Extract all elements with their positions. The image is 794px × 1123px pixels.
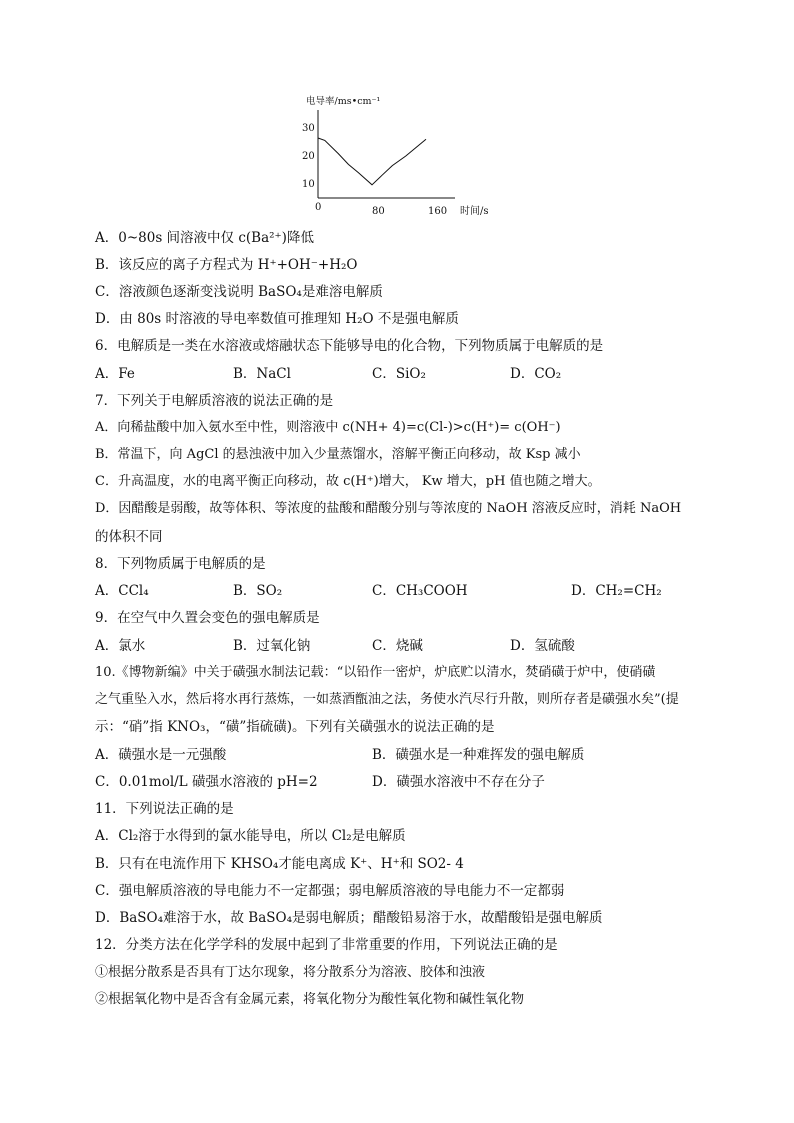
q7-option-a: A．向稀盐酸中加入氨水至中性，则溶液中 c(NH+ 4)=c(Cl-)>c(H⁺)= c(OH⁻): [95, 420, 561, 435]
conductivity-series-line: [318, 138, 426, 185]
q9-option-a: A．氯水: [95, 638, 146, 654]
q12-statement-1: ①根据分散系是否具有丁达尔现象，将分散系分为溶液、胶体和浊液: [95, 965, 486, 980]
question-11: 11．下列说法正确的是: [95, 801, 234, 817]
question-10-line1: 10.《博物新编》中关于磺强水制法记载：“以铅作一密炉，炉底贮以清水，焚硝磺于炉中，使硝磺: [95, 665, 656, 680]
question-8: 8．下列物质属于电解质的是: [95, 556, 266, 572]
q6-option-d: D．CO₂: [510, 366, 562, 382]
q10-option-d: D．磺强水溶液中不存在分子: [372, 774, 545, 790]
q7-option-c: C．升高温度，水的电离平衡正向移动，故 c(H⁺)增大， Kw 增大，pH 值也随之增大。: [95, 474, 601, 489]
chart-ylabel: 电导率/ms•cm⁻¹: [306, 96, 381, 107]
option-c: C．溶液颜色逐渐变浅说明 BaSO₄是难溶电解质: [95, 284, 383, 300]
question-10-line3: 示：“硝”指 KNO₃，“磺”指硫磺)。下列有关磺强水的说法正确的是: [95, 719, 495, 735]
q8-option-c: C．CH₃COOH: [372, 583, 468, 599]
x-tick-label: 160: [428, 206, 448, 217]
question-6: 6．电解质是一类在水溶液或熔融状态下能够导电的化合物，下列物质属于电解质的是: [95, 338, 604, 354]
q12-statement-2: ②根据氧化物中是否含有金属元素，将氧化物分为酸性氧化物和碱性氧化物: [95, 992, 525, 1007]
option-b: B．该反应的离子方程式为 H⁺+OH⁻+H₂O: [95, 257, 358, 273]
q8-option-d: D．CH₂=CH₂: [571, 583, 662, 599]
q11-option-b: B．只有在电流作用下 KHSO₄才能电离成 K⁺、H⁺和 SO2- 4: [95, 856, 464, 872]
option-d: D．由 80s 时溶液的导电率数值可推理知 H₂O 不是强电解质: [95, 311, 459, 327]
q10-option-a: A．磺强水是一元强酸: [95, 747, 227, 763]
q8-option-a: A．CCl₄: [95, 583, 149, 599]
y-tick-label: 20: [302, 151, 315, 162]
q7-option-d-continued: 的体积不同: [95, 529, 163, 545]
origin-label: 0: [315, 202, 322, 213]
q10-option-c: C．0.01mol/L 磺强水溶液的 pH=2: [95, 774, 318, 790]
question-9: 9．在空气中久置会变色的强电解质是: [95, 610, 320, 626]
y-tick-label: 30: [302, 123, 315, 134]
x-tick-label: 80: [372, 206, 385, 217]
q9-option-c: C．烧碱: [372, 638, 423, 654]
q7-option-d: D．因醋酸是弱酸，故等体积、等浓度的盐酸和醋酸分别与等浓度的 NaOH 溶液反应时，消耗 NaOH: [95, 501, 682, 516]
q11-option-c: C．强电解质溶液的导电能力不一定都强；弱电解质溶液的导电能力不一定都弱: [95, 883, 565, 899]
q9-option-d: D．氢硫酸: [510, 638, 575, 654]
option-a: A．0~80s 间溶液中仅 c(Ba²⁺)降低: [95, 230, 314, 246]
q11-option-a: A．Cl₂溶于水得到的氯水能导电，所以 Cl₂是电解质: [95, 828, 406, 844]
q9-option-b: B．过氧化钠: [233, 638, 311, 654]
q6-option-b: B．NaCl: [233, 366, 291, 382]
question-7: 7．下列关于电解质溶液的说法正确的是: [95, 393, 334, 409]
q6-option-a: A．Fe: [95, 366, 135, 382]
q11-option-d: D．BaSO₄难溶于水，故 BaSO₄是弱电解质；醋酸铅易溶于水，故醋酸铅是强电解质: [95, 910, 603, 926]
q7-option-b: B．常温下，向 AgCl 的悬浊液中加入少量蒸馏水，溶解平衡正向移动，故 Ksp 减小: [95, 447, 581, 462]
conductivity-chart: [290, 92, 510, 220]
q10-option-b: B．磺强水是一种难挥发的强电解质: [372, 747, 585, 763]
question-12: 12．分类方法在化学学科的发展中起到了非常重要的作用，下列说法正确的是: [95, 937, 558, 953]
y-tick-label: 10: [302, 179, 315, 190]
chart-xlabel: 时间/s: [460, 206, 489, 217]
question-10-line2: 之气重坠入水，然后将水再行蒸炼，一如蒸酒甑油之法，务使水汽尽行升散，则所存者是磺强水矣”(提: [95, 692, 679, 707]
q6-option-c: C．SiO₂: [372, 366, 426, 382]
q8-option-b: B．SO₂: [233, 583, 283, 599]
